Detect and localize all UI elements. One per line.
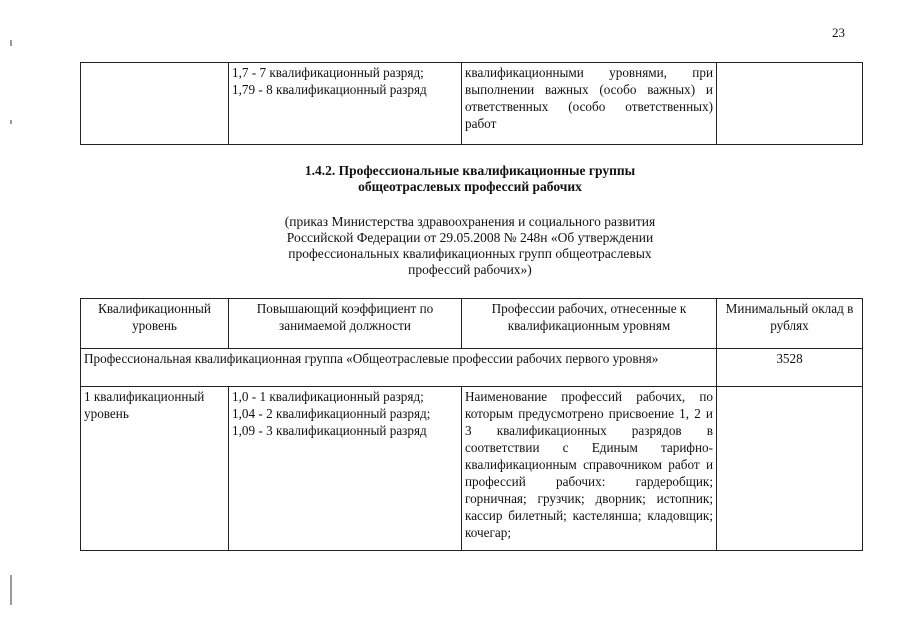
page-number: 23: [832, 25, 845, 40]
section-title-line: общеотраслевых профессий рабочих: [358, 179, 582, 194]
section-title: [160, 163, 780, 195]
scan-edge-mark: [10, 120, 12, 124]
professions-cell: Наименование профессий рабочих, по которым предусмотрено присвоение 1, 2 и 3 квалификационных разрядов в соответствии с Единым тарифно-квалификационным справочником работ и профессий рабочих: гардеробщик; горничная; грузчик; дворник; истопник; кассир билетный; кастелянша; кладовщик; кочегар;: [462, 387, 717, 551]
table-row: [81, 387, 863, 551]
coefficient-line: 1,79 - 8 квалификационный разряд: [232, 82, 427, 97]
salary-cell: [717, 63, 863, 145]
order-line: профессиональных квалификационных групп общеотраслевых: [288, 246, 652, 261]
level-cell: 1 квалификационный уровень: [81, 387, 229, 551]
qualification-table: [80, 298, 863, 551]
table-row: [81, 63, 863, 145]
section-title-line: 1.4.2. Профессиональные квалификационные группы: [304, 163, 636, 178]
header-professions: Профессии рабочих, отнесенные к квалификационным уровням: [462, 299, 717, 349]
professions-cell: квалификационными уровнями, при выполнении важных (особо важных) и ответственных (особо ответственных) работ: [462, 63, 717, 145]
table-header-row: [81, 299, 863, 349]
order-reference: [160, 214, 780, 278]
header-coefficient: Повышающий коэффициент по занимаемой должности: [229, 299, 462, 349]
group-salary-cell: 3528: [717, 349, 863, 387]
order-line: профессий рабочих»): [408, 262, 532, 277]
group-title-cell: Профессиональная квалификационная группа «Общеотраслевые профессии рабочих первого уровня»: [81, 349, 717, 387]
group-row: [81, 349, 863, 387]
coefficient-line: 1,04 - 2 квалификационный разряд;: [232, 406, 431, 421]
coefficient-cell: [229, 387, 462, 551]
scan-edge-mark: [10, 40, 12, 46]
level-cell: [81, 63, 229, 145]
order-line: Российской Федерации от 29.05.2008 № 248н «Об утверждении: [286, 230, 654, 245]
coefficient-line: 1,7 - 7 квалификационный разряд;: [232, 65, 424, 80]
scan-edge-mark: [10, 575, 12, 605]
order-line: (приказ Министерства здравоохранения и социального развития: [284, 214, 656, 229]
coefficient-line: 1,0 - 1 квалификационный разряд;: [232, 389, 424, 404]
header-salary: Минимальный оклад в рублях: [717, 299, 863, 349]
coefficient-cell: [229, 63, 462, 145]
salary-cell: [717, 387, 863, 551]
coefficient-line: 1,09 - 3 квалификационный разряд: [232, 423, 427, 438]
continued-table: [80, 62, 863, 145]
header-level: Квалификационный уровень: [81, 299, 229, 349]
